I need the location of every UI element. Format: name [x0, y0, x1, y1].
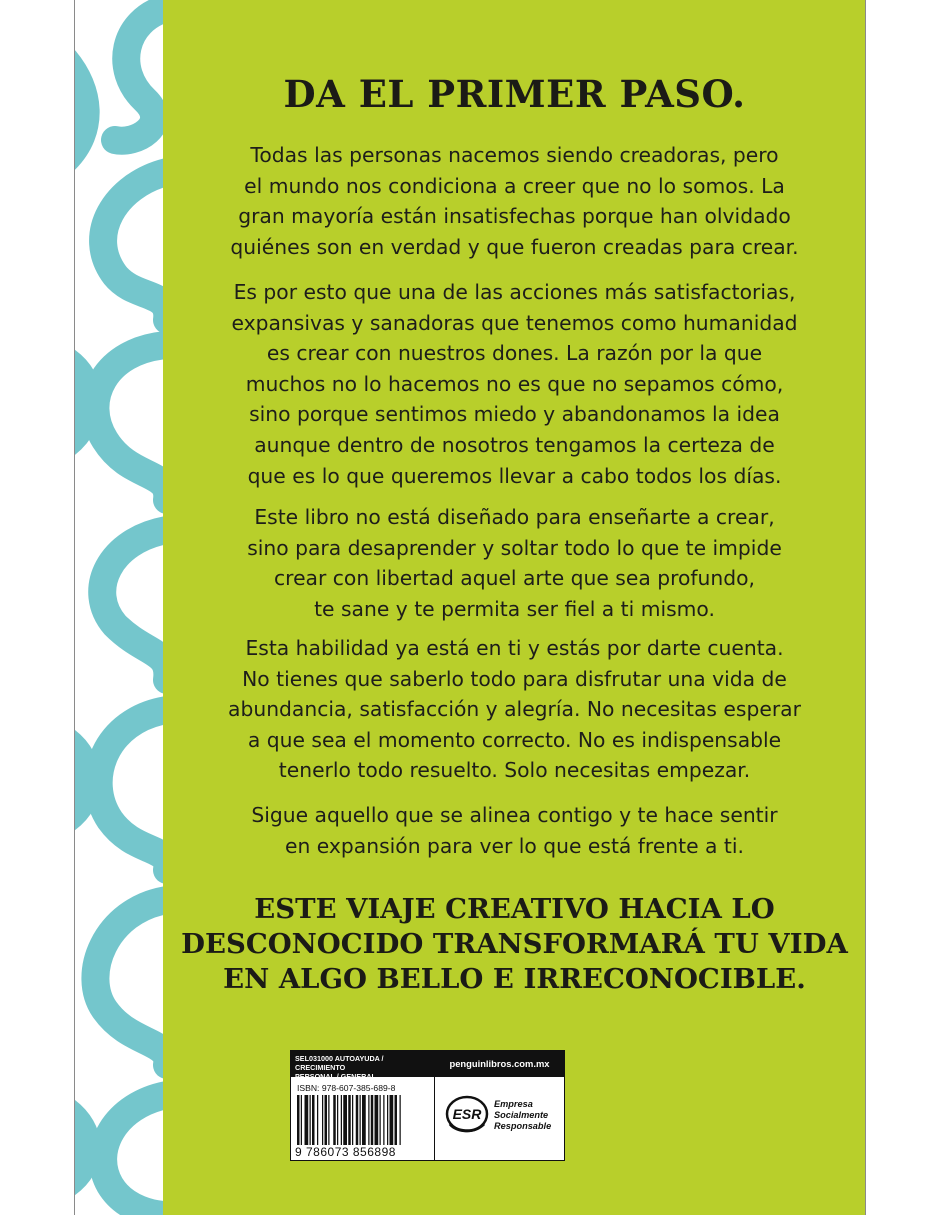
- wave-stroke: [95, 345, 163, 500]
- cover-heading: DA EL PRIMER PASO.: [283, 72, 746, 116]
- esr-line: Empresa: [494, 1099, 533, 1109]
- text-line: gran mayoría están insatisfechas porque han olvidado: [238, 204, 791, 229]
- barcode-bar: [400, 1095, 401, 1145]
- text-line: Esta habilidad ya está en ti y estás por darte cuenta.: [245, 636, 784, 660]
- barcode-bar: [395, 1095, 398, 1145]
- barcode-bar: [333, 1095, 336, 1145]
- text-line: No tienes que saberlo todo para disfrutar una vida de: [242, 666, 787, 691]
- closing-statement: [163, 892, 866, 997]
- barcode-bar: [360, 1095, 361, 1145]
- barcode-bar: [297, 1095, 300, 1145]
- barcode-bar: [341, 1095, 342, 1145]
- esr-logo-icon: [444, 1094, 490, 1134]
- wave-stroke: [75, 1110, 87, 1185]
- closing-line: DESCONOCIDO TRANSFORMARÁ TU VIDA: [181, 928, 848, 960]
- text-line: muchos no lo hacemos no es que no sepamos cómo,: [245, 371, 784, 396]
- barcode-bar: [310, 1095, 311, 1145]
- barcode-bar: [337, 1095, 338, 1145]
- barcode-bar: [343, 1095, 347, 1145]
- barcode-bar: [356, 1095, 359, 1145]
- book-back-cover: [74, 0, 866, 1215]
- paragraph-3: [173, 502, 856, 624]
- text-line: en expansión para ver lo que está frente a ti.: [285, 833, 744, 858]
- green-panel: [163, 0, 866, 1215]
- text-line: aunque dentro de nosotros tengamos la certeza de: [254, 432, 775, 457]
- wave-stroke: [95, 900, 163, 1065]
- barcode-bar: [301, 1095, 302, 1145]
- barcode-bar: [322, 1095, 323, 1145]
- text-line: a que sea el momento correcto. No es indispensable: [247, 727, 782, 752]
- paragraph-4: [173, 633, 856, 786]
- wave-pattern: [75, 0, 163, 1215]
- isbn-text: ISBN: 978-607-385-689-8: [297, 1083, 396, 1093]
- barcode-bar: [325, 1095, 328, 1145]
- wave-stroke: [75, 60, 86, 160]
- paragraph-5: [173, 800, 856, 861]
- barcode-bar: [368, 1095, 369, 1145]
- text-line: Este libro no está diseñado para enseñarte a crear,: [254, 505, 775, 529]
- esr-line: Socialmente: [494, 1110, 549, 1120]
- barcode-bar: [371, 1095, 374, 1145]
- wave-stroke: [102, 530, 163, 680]
- text-line: sino porque sentimos miedo y abandonamos la idea: [249, 402, 780, 427]
- barcode-bar: [317, 1095, 318, 1145]
- text-line: abundancia, satisfacción y alegría. No necesitas esperar: [228, 697, 801, 722]
- paragraph-1: [173, 140, 856, 262]
- barcode-bar: [383, 1095, 384, 1145]
- wave-stroke: [115, 8, 163, 141]
- decorative-spine: [75, 0, 163, 1215]
- barcode-digits: 9 786073 856898: [295, 1145, 396, 1159]
- text-line: Todas las personas nacemos siendo creadoras, pero: [250, 143, 779, 167]
- esr-label: [494, 1099, 551, 1132]
- barcode-bar: [312, 1095, 315, 1145]
- text-line: Es por esto que una de las acciones más satisfactorias,: [233, 280, 796, 304]
- category-line-1: SEL031000 AUTOAYUDA / CRECIMIENTO: [295, 1054, 384, 1072]
- wave-stroke: [75, 740, 87, 820]
- text-line: tenerlo todo resuelto. Solo necesitas empezar.: [278, 758, 751, 783]
- wave-stroke: [103, 1095, 163, 1215]
- text-line: expansivas y sanadoras que tenemos como humanidad: [231, 310, 798, 335]
- wave-stroke: [75, 360, 88, 445]
- paragraph-2: [173, 277, 856, 491]
- wave-stroke: [103, 172, 163, 320]
- text-line: crear con libertad aquel arte que sea profundo,: [274, 566, 755, 591]
- barcode-bar: [328, 1095, 329, 1145]
- barcode-bar: [387, 1095, 388, 1145]
- text-line: el mundo nos condiciona a creer que no lo somos. La: [244, 173, 785, 198]
- barcode-bar: [305, 1095, 309, 1145]
- barcode-bar: [375, 1095, 379, 1145]
- esr-logo-text: ESR: [452, 1106, 482, 1122]
- text-line: sino para desaprender y soltar todo lo que te impide: [247, 535, 782, 560]
- closing-line: EN ALGO BELLO E IRRECONOCIBLE.: [223, 963, 806, 995]
- esr-line: Responsable: [494, 1121, 552, 1131]
- publisher-block: [435, 1050, 565, 1161]
- category-label: [291, 1051, 434, 1081]
- category-line-2: PERSONAL / GENERAL: [295, 1072, 376, 1081]
- barcode-bar: [352, 1095, 353, 1145]
- text-line: Sigue aquello que se alinea contigo y te hace sentir: [251, 803, 778, 827]
- text-line: te sane y te permita ser fiel a ti mismo.: [314, 596, 715, 621]
- text-line: es crear con nuestros dones. La razón por la que: [266, 341, 763, 366]
- wave-stroke: [99, 710, 163, 870]
- text-line: que es lo que queremos llevar a cabo todos los días.: [247, 463, 782, 488]
- barcode-bar: [348, 1095, 351, 1145]
- closing-line: ESTE VIAJE CREATIVO HACIA LO: [254, 893, 775, 925]
- barcode-icon: [297, 1095, 430, 1145]
- barcode-bar: [362, 1095, 366, 1145]
- barcode-bar: [380, 1095, 381, 1145]
- publisher-website: penguinlibros.com.mx: [435, 1051, 564, 1077]
- barcode-bar: [390, 1095, 394, 1145]
- barcode-block: [290, 1050, 435, 1161]
- text-line: quiénes son en verdad y que fueron creadas para crear.: [230, 234, 799, 259]
